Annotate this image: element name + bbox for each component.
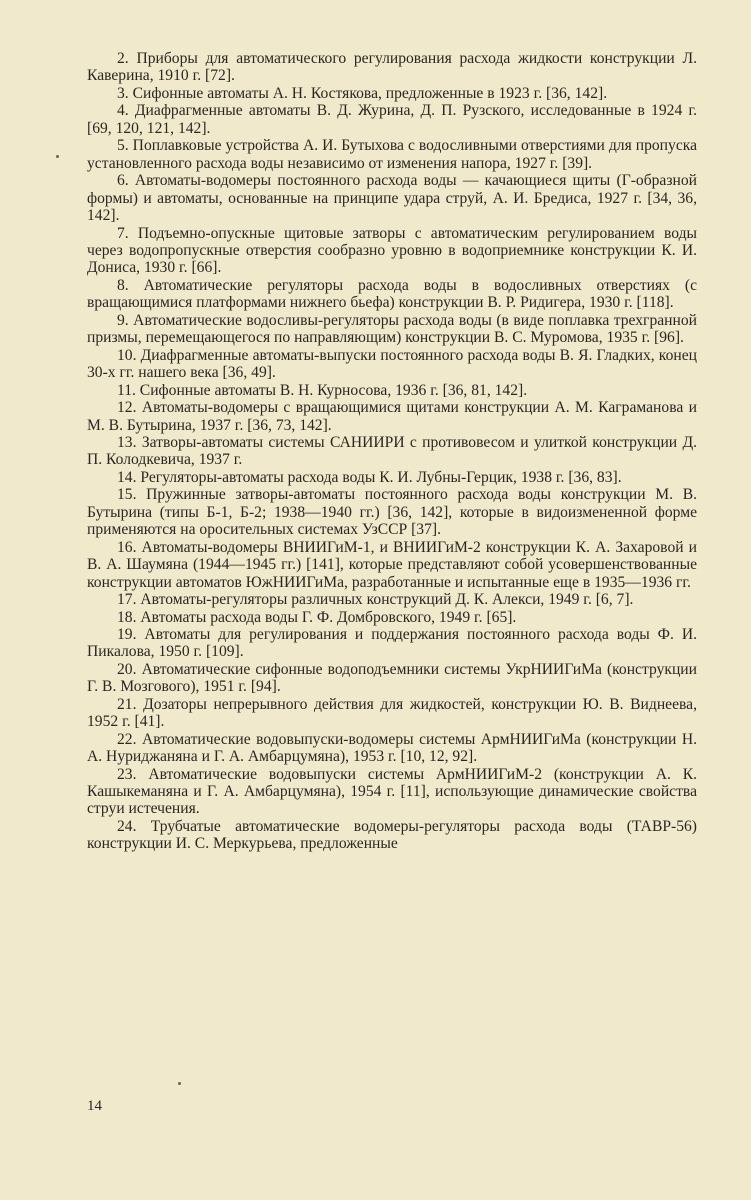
- paper-speck: [56, 155, 59, 158]
- body-text: [87, 50, 697, 853]
- page-number: 14: [87, 1098, 102, 1114]
- list-item: 21. Дозаторы непрерывного действия для жидкостей, конструкции Ю. В. Виднеева, 1952 г. [41].: [87, 695, 697, 731]
- list-item: 17. Автоматы-регуляторы различных конструкций Д. К. Алекси, 1949 г. [6, 7].: [117, 591, 634, 609]
- list-item: 24. Трубчатые автоматические водомеры-регуляторы расхода воды (ТАВР-56) конструкции И. С. Меркурьева, предложенные: [87, 817, 697, 853]
- list-item: 8. Автоматические регуляторы расхода воды в водосливных отверстиях (с вращающимися платформами нижнего бьефа) конструкции В. Р. Ридигера, 1930 г. [118].: [87, 276, 697, 312]
- list-item: 15. Пружинные затворы-автоматы постоянного расхода воды конструкции М. В. Бутырина (типы Б-1, Б-2; 1938—1940 гг.) [36, 142], которые в видоизмененной форме применяются на оросительных системах УзССР [37].: [87, 486, 697, 539]
- list-item: 22. Автоматические водовыпуски-водомеры системы АрмНИИГиМа (конструкции Н. А. Нуриджаняна и Г. А. Амбарцумяна), 1953 г. [10, 12, 92].: [87, 730, 697, 766]
- list-item: 11. Сифонные автоматы В. Н. Курносова, 1936 г. [36, 81, 142].: [117, 381, 528, 399]
- list-item: 16. Автоматы-водомеры ВНИИГиМ-1, и ВНИИГиМ-2 конструкции К. А. Захаровой и В. А. Шаумяна (1944—1945 гг.) [141], которые представляют собой усовершенствованные конструкции автоматов ЮжНИИГиМа, разработанные и испытанные еще в 1935—1936 гг.: [87, 538, 697, 591]
- list-item: 13. Затворы-автоматы системы САНИИРИ с противовесом и улиткой конструкции Д. П. Колодкевича, 1937 г.: [87, 433, 697, 469]
- list-item: 19. Автоматы для регулирования и поддержания постоянного расхода воды Ф. И. Пикалова, 1950 г. [109].: [87, 625, 697, 661]
- list-item: 14. Регуляторы-автоматы расхода воды К. И. Лубны-Герцик, 1938 г. [36, 83].: [117, 468, 622, 486]
- list-item: 6. Автоматы-водомеры постоянного расхода воды — качающиеся щиты (Г-образной формы) и автоматы, основанные на принципе удара струй, А. И. Бредиса, 1927 г. [34, 36, 142].: [87, 172, 697, 225]
- list-item: 18. Автоматы расхода воды Г. Ф. Домбровского, 1949 г. [65].: [117, 608, 517, 626]
- list-item: 2. Приборы для автоматического регулирования расхода жидкости конструкции Л. Каверина, 1910 г. [72].: [87, 50, 697, 85]
- list-item: 9. Автоматические водосливы-регуляторы расхода воды (в виде поплавка трехгранной призмы, перемещающегося по направляющим) конструкции В. С. Муромова, 1935 г. [96].: [87, 311, 697, 347]
- list-item: 7. Подъемно-опускные щитовые затворы с автоматическим регулированием воды через водопропускные отверстия сообразно уровню в водоприемнике конструкции К. И. Дониса, 1930 г. [66].: [87, 224, 697, 277]
- list-item: 4. Диафрагменные автоматы В. Д. Журина, Д. П. Рузского, исследованные в 1924 г. [69, 120, 121, 142].: [87, 102, 697, 137]
- paper-speck: [178, 1082, 181, 1085]
- list-item: 23. Автоматические водовыпуски системы АрмНИИГиМ-2 (конструкции А. К. Кашыкеманяна и Г. А. Амбарцумяна), 1954 г. [11], использующие динамические свойства струи истечения.: [87, 765, 697, 818]
- list-item: 10. Диафрагменные автоматы-выпуски постоянного расхода воды В. Я. Гладких, конец 30-х гг. нашего века [36, 49].: [87, 346, 697, 382]
- list-item: 5. Поплавковые устройства А. И. Бутыхова с водосливными отверстиями для пропуска установленного расхода воды независимо от изменения напора, 1927 г. [39].: [87, 137, 697, 172]
- list-item: 20. Автоматические сифонные водоподъемники системы УкрНИИГиМа (конструкции Г. В. Мозгового), 1951 г. [94].: [87, 660, 697, 696]
- list-item: 3. Сифонные автоматы А. Н. Костякова, предложенные в 1923 г. [36, 142].: [117, 84, 608, 102]
- list-item: 12. Автоматы-водомеры с вращающимися щитами конструкции А. М. Каграманова и М. В. Бутырина, 1937 г. [36, 73, 142].: [87, 399, 697, 434]
